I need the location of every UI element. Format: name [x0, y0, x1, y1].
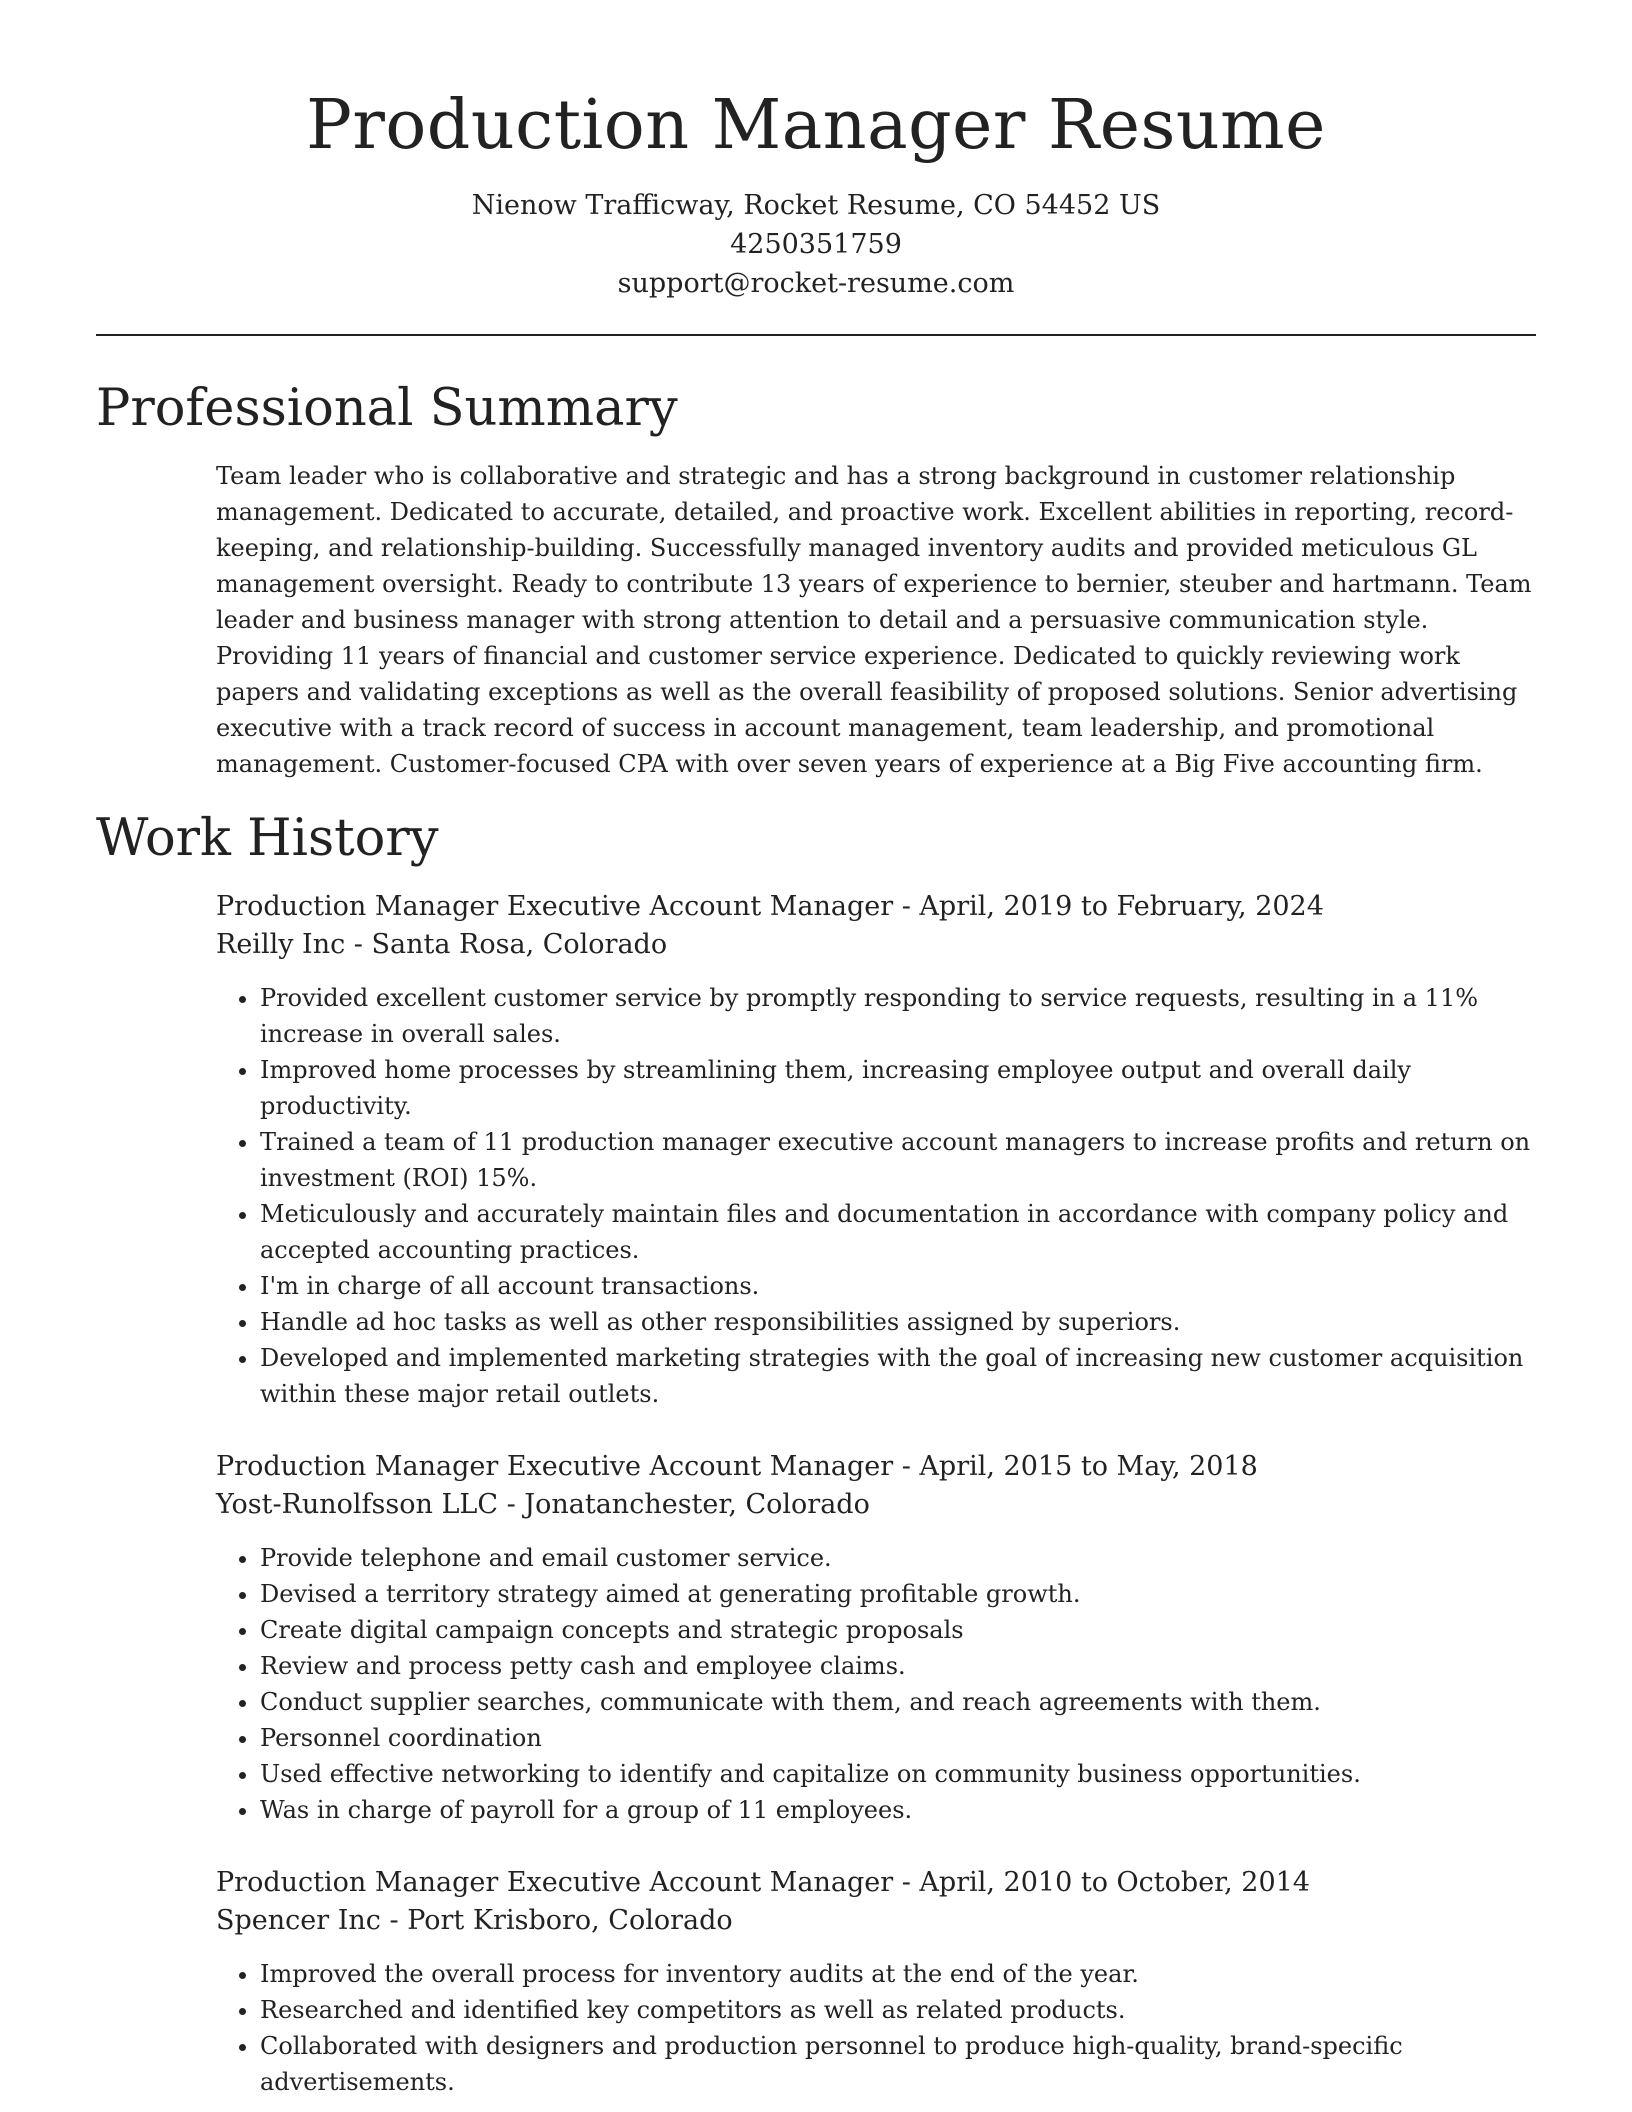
- contact-phone: 4250351759: [730, 229, 902, 260]
- job-company-line: Spencer Inc - Port Krisboro, Colorado: [216, 1905, 733, 1936]
- list-item: • Personnel coordination: [260, 1720, 1536, 1756]
- page-title: Production Manager Resume: [306, 86, 1326, 165]
- summary-heading: Professional Summary: [96, 379, 678, 438]
- job-bullets: [216, 1956, 1536, 2100]
- work-history-section: [216, 888, 1536, 2100]
- job-company-line: Reilly Inc - Santa Rosa, Colorado: [216, 929, 668, 960]
- job-entry: [216, 888, 1536, 1412]
- list-item: • Handle ad hoc tasks as well as other responsibilities assigned by superiors.: [260, 1304, 1536, 1340]
- job-bullets: [216, 1540, 1536, 1828]
- list-item: • I'm in charge of all account transactions.: [260, 1268, 1536, 1304]
- job-entry: [216, 1864, 1536, 2100]
- contact-address: Nienow Trafficway, Rocket Resume, CO 54452 US: [471, 190, 1161, 221]
- list-item: • Meticulously and accurately maintain files and documentation in accordance with company policy and accepted accounting practices.: [260, 1196, 1536, 1268]
- job-title-line: Production Manager Executive Account Manager - April, 2010 to October, 2014: [216, 1867, 1310, 1898]
- work-history-heading: Work History: [96, 809, 439, 868]
- resume-header: [96, 0, 1536, 303]
- contact-email: support@rocket-resume.com: [617, 268, 1015, 299]
- list-item: • Was in charge of payroll for a group of 11 employees.: [260, 1792, 1536, 1828]
- job-title-line: Production Manager Executive Account Manager - April, 2015 to May, 2018: [216, 1451, 1258, 1482]
- header-divider: [96, 334, 1536, 336]
- summary-section: [216, 458, 1536, 782]
- list-item: • Improved home processes by streamlining them, increasing employee output and overall daily productivity.: [260, 1052, 1536, 1124]
- list-item: • Researched and identified key competitors as well as related products.: [260, 1992, 1536, 2028]
- list-item: • Provide telephone and email customer service.: [260, 1540, 1536, 1576]
- list-item: • Provided excellent customer service by promptly responding to service requests, resulting in a 11% increase in overall sales.: [260, 980, 1536, 1052]
- summary-text: Team leader who is collaborative and strategic and has a strong background in customer relationship management. Dedicated to accurate, detailed, and proactive work. Excellent abilities in reporting, record-keeping, and relationship-building. Successfully managed inventory audits and provided meticulous GL management oversight. Ready to contribute 13 years of experience to bernier, steuber and hartmann. Team leader and business manager with strong attention to detail and a persuasive communication style. Providing 11 years of financial and customer service experience. Dedicated to quickly reviewing work papers and validating exceptions as well as the overall feasibility of proposed solutions. Senior advertising executive with a track record of success in account management, team leadership, and promotional management. Customer-focused CPA with over seven years of experience at a Big Five accounting firm.: [216, 462, 1532, 778]
- list-item: • Create digital campaign concepts and strategic proposals: [260, 1612, 1536, 1648]
- list-item: • Developed and implemented marketing strategies with the goal of increasing new customer acquisition within these major retail outlets.: [260, 1340, 1536, 1412]
- resume-page: [96, 0, 1536, 2100]
- list-item: • Collaborated with designers and production personnel to produce high-quality, brand-specific advertisements.: [260, 2028, 1536, 2100]
- list-item: • Conduct supplier searches, communicate with them, and reach agreements with them.: [260, 1684, 1536, 1720]
- list-item: • Trained a team of 11 production manager executive account managers to increase profits and return on investment (ROI) 15%.: [260, 1124, 1536, 1196]
- list-item: • Improved the overall process for inventory audits at the end of the year.: [260, 1956, 1536, 1992]
- job-title-line: Production Manager Executive Account Manager - April, 2019 to February, 2024: [216, 891, 1324, 922]
- list-item: • Used effective networking to identify and capitalize on community business opportunities.: [260, 1756, 1536, 1792]
- job-bullets: [216, 980, 1536, 1412]
- job-company-line: Yost-Runolfsson LLC - Jonatanchester, Colorado: [216, 1489, 870, 1520]
- list-item: • Devised a territory strategy aimed at generating profitable growth.: [260, 1576, 1536, 1612]
- job-entry: [216, 1448, 1536, 1828]
- list-item: • Review and process petty cash and employee claims.: [260, 1648, 1536, 1684]
